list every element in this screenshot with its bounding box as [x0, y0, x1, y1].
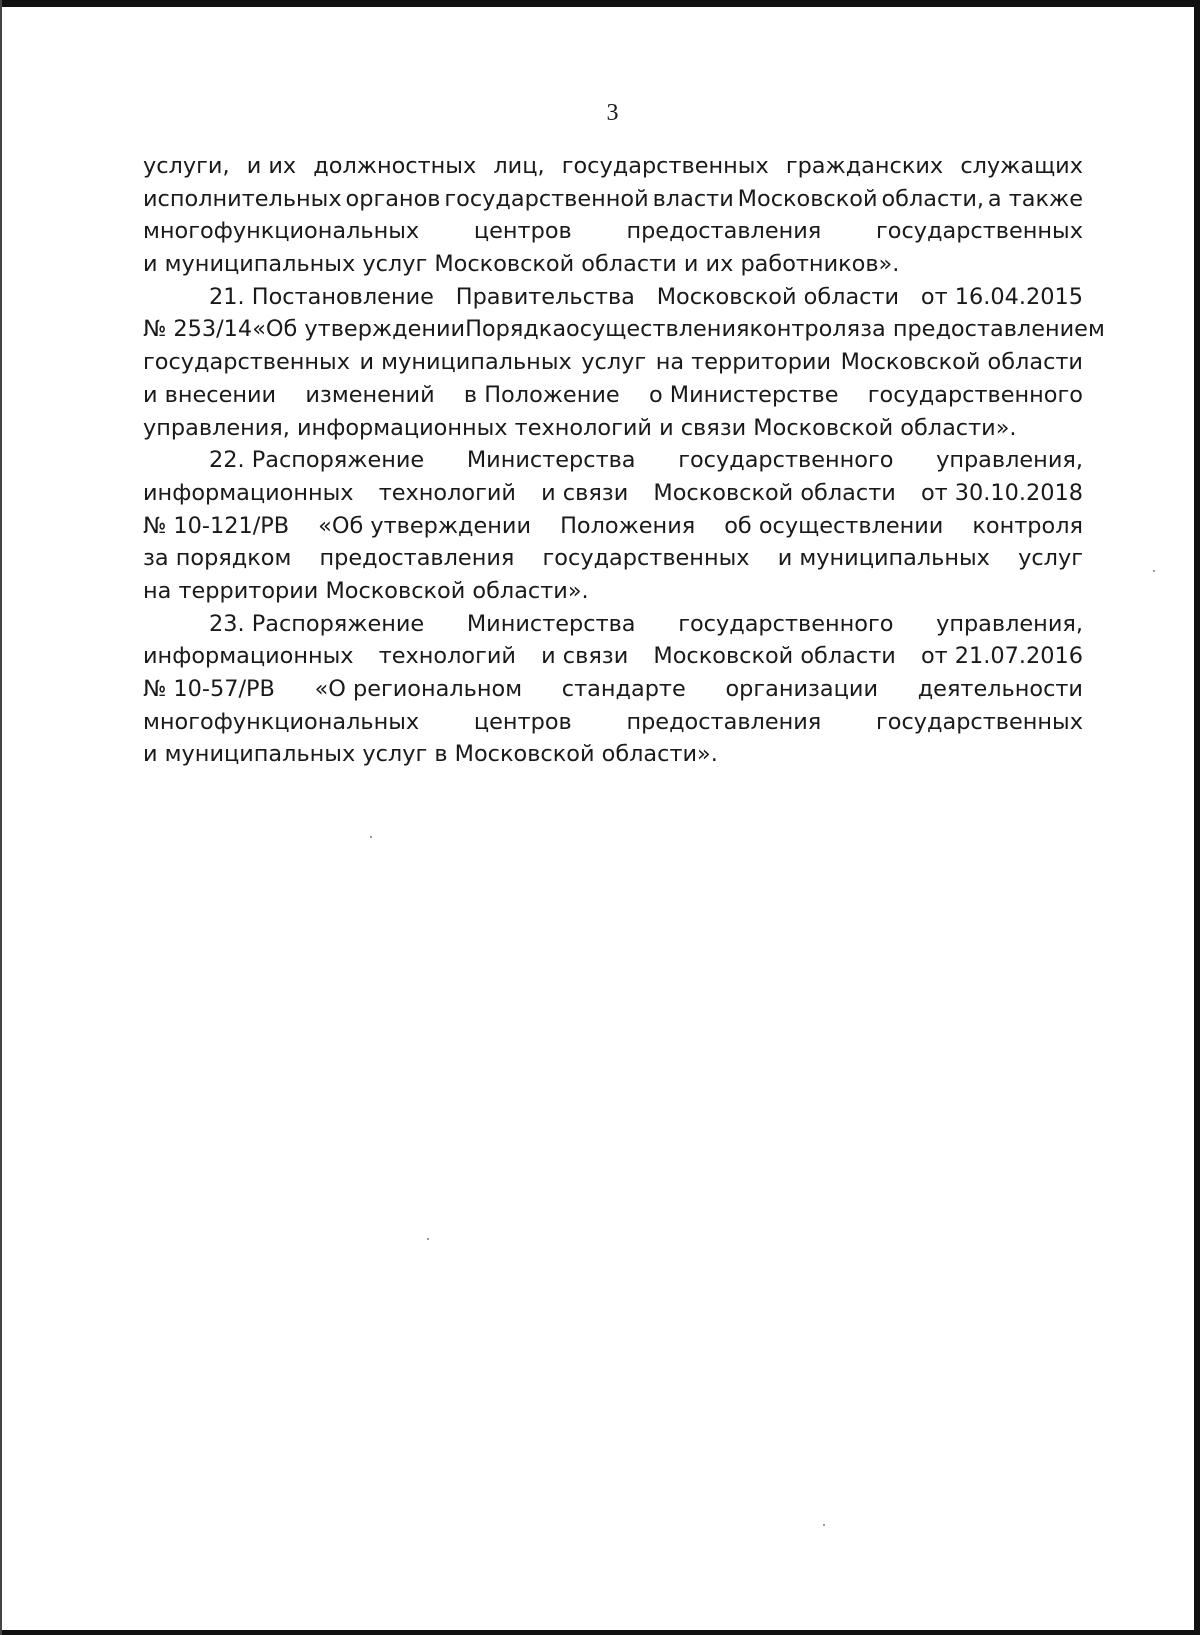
- text-segment: о Министерстве: [648, 381, 839, 408]
- text-segment: Московской области: [656, 283, 900, 310]
- text-segment: центров: [473, 218, 572, 245]
- text-line: [143, 738, 1083, 771]
- text-segment: государственной: [444, 185, 649, 212]
- text-segment: власти: [652, 185, 734, 212]
- text-segment: государственного: [678, 447, 894, 474]
- text-segment: предоставления: [319, 545, 515, 572]
- text-line: [143, 608, 1083, 641]
- text-segment: Министерства: [466, 610, 636, 637]
- text-segment: от 30.10.2018: [920, 479, 1083, 506]
- text-segment: Министерства: [466, 447, 636, 474]
- text-segment: стандарте: [561, 676, 686, 702]
- text-segment: об осуществлении: [724, 512, 944, 539]
- text-segment: Правительства: [455, 283, 635, 310]
- text-segment: управления, информационных технологий и связи Московской области».: [143, 414, 1017, 441]
- scan-border-right: [1194, 0, 1200, 1635]
- text-segment: деятельности: [917, 676, 1083, 702]
- text-segment: «Об утверждении: [318, 512, 532, 539]
- text-segment: многофункциональных: [143, 218, 420, 245]
- text-segment: предоставления: [626, 708, 822, 735]
- text-segment: в Положение: [463, 381, 620, 408]
- text-line: [143, 346, 1083, 379]
- text-segment: гражданских: [785, 153, 944, 179]
- text-line: [143, 215, 1083, 248]
- paragraph: [143, 150, 1083, 281]
- text-segment: государственных: [875, 218, 1083, 245]
- text-line: [143, 477, 1083, 510]
- text-segment: «Об утверждении: [252, 316, 466, 343]
- text-segment: технологий: [378, 643, 516, 670]
- page-number: 3: [606, 100, 619, 126]
- scan-border-bottom: [0, 1630, 1200, 1635]
- text-segment: центров: [473, 708, 572, 735]
- text-segment: предоставления: [626, 218, 822, 245]
- text-segment: государственных: [143, 349, 350, 376]
- text-segment: и их: [246, 153, 297, 179]
- text-segment: от 21.07.2016: [920, 643, 1083, 670]
- text-segment: многофункциональных: [143, 708, 420, 735]
- paragraph: [143, 281, 1105, 444]
- text-segment: на территории Московской области».: [143, 577, 589, 604]
- text-segment: № 10-57/РВ: [143, 676, 275, 702]
- text-segment: государственных: [542, 545, 750, 572]
- text-line: [143, 379, 1083, 412]
- text-segment: услуг: [581, 349, 647, 376]
- text-segment: «О региональном: [314, 676, 523, 702]
- text-segment: должностных: [313, 153, 477, 179]
- text-line: [143, 706, 1083, 739]
- text-segment: № 10-121/РВ: [143, 512, 290, 539]
- paragraph: [143, 444, 1083, 607]
- text-segment: государственного: [678, 610, 894, 637]
- scan-speck: [823, 1524, 825, 1526]
- text-segment: государственного: [867, 381, 1083, 408]
- text-segment: и муниципальных: [359, 349, 572, 376]
- text-line: [143, 313, 1105, 346]
- text-segment: на территории: [655, 349, 832, 376]
- text-line: [143, 412, 1083, 445]
- text-segment: области,: [881, 185, 984, 212]
- text-line: [143, 150, 1083, 183]
- text-segment: Московской области: [653, 643, 896, 670]
- text-segment: исполнительных: [143, 185, 342, 212]
- paragraph: [143, 608, 1083, 771]
- text-segment: 23. Распоряжение: [209, 610, 425, 637]
- text-segment: информационных: [143, 479, 354, 506]
- text-segment: и муниципальных: [777, 545, 990, 572]
- text-segment: организации: [725, 676, 878, 702]
- text-segment: и внесении: [143, 381, 277, 408]
- text-segment: и связи: [541, 643, 629, 670]
- text-segment: управления,: [936, 610, 1083, 637]
- text-segment: контроля: [972, 512, 1083, 539]
- text-segment: 22. Распоряжение: [209, 447, 425, 474]
- text-segment: № 253/14: [143, 316, 253, 343]
- text-segment: и связи: [541, 479, 629, 506]
- text-segment: лиц,: [493, 153, 545, 179]
- text-segment: услуг: [1018, 545, 1083, 572]
- text-segment: и муниципальных услуг Московской области и их работников».: [143, 251, 900, 278]
- body-text: [143, 150, 1105, 771]
- text-line: [143, 248, 1083, 281]
- text-segment: Московской: [737, 185, 878, 212]
- text-line: [143, 281, 1083, 314]
- text-segment: государственных: [561, 153, 769, 179]
- text-segment: осуществления: [566, 316, 750, 343]
- text-segment: изменений: [305, 381, 435, 408]
- text-segment: технологий: [378, 479, 516, 506]
- text-segment: и муниципальных услуг в Московской области».: [143, 741, 718, 768]
- scan-speck: [427, 1238, 429, 1240]
- text-segment: Московской области: [653, 479, 896, 506]
- text-segment: органов: [345, 185, 441, 212]
- scan-speck: [370, 836, 372, 838]
- text-segment: Московской области: [840, 349, 1083, 376]
- text-line: [143, 183, 1083, 216]
- text-segment: от 16.04.2015: [920, 283, 1083, 310]
- text-segment: служащих: [960, 153, 1083, 179]
- text-line: [143, 640, 1083, 673]
- text-line: [143, 510, 1083, 543]
- text-segment: 21. Постановление: [209, 283, 434, 310]
- text-segment: Положения: [560, 512, 696, 539]
- text-segment: а также: [987, 185, 1083, 212]
- scan-speck: [1153, 570, 1155, 572]
- text-line: [143, 542, 1083, 575]
- text-line: [143, 444, 1083, 477]
- text-segment: управления,: [936, 447, 1083, 474]
- text-line: [143, 673, 1083, 706]
- text-line: [143, 575, 1083, 608]
- scan-border-left: [0, 0, 2, 1635]
- text-segment: за предоставлением: [860, 316, 1105, 343]
- text-segment: услуги,: [143, 153, 230, 179]
- text-segment: контроля: [749, 316, 861, 343]
- text-segment: информационных: [143, 643, 354, 670]
- scan-border-top: [0, 0, 1200, 7]
- text-segment: Порядка: [465, 316, 567, 343]
- text-segment: за порядком: [143, 545, 292, 572]
- text-segment: государственных: [875, 708, 1083, 735]
